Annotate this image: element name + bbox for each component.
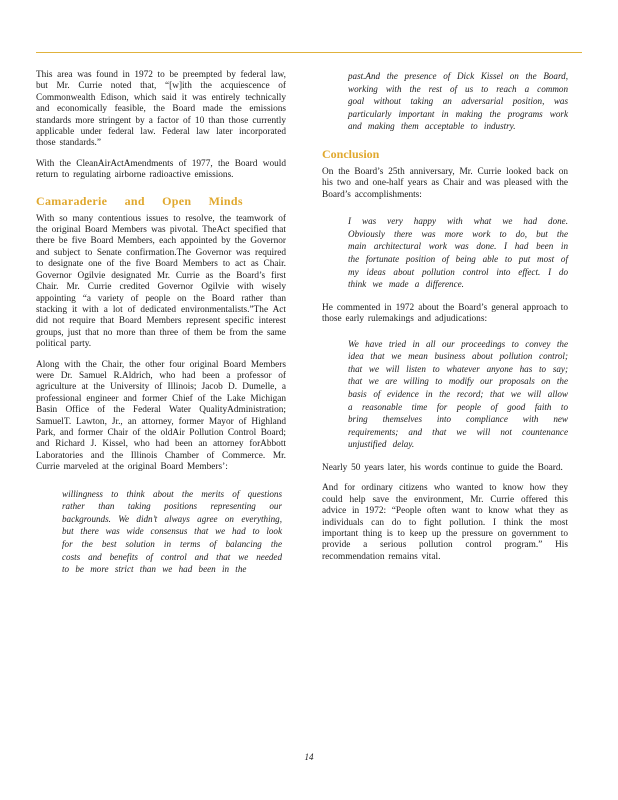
block-quote-continued: past.And the presence of Dick Kissel on the Board, working with the rest of us to reach a common goal without taking an adversarial position, was particularly important in making the programs work and making them acceptable to industry. <box>348 71 568 132</box>
body-paragraph: Nearly 50 years later, his words continue to guide the Board. <box>322 462 563 473</box>
block-quote: We have tried in all our proceedings to convey the idea that we mean business about pollution control; that we will listen to whatever anyone has to say; that we are willing to modify our proposals on the basis of evidence in the record; that we will allow a reasonable time for people of good faith to bring themselves into compliance with new requirements; and that we will not countenance unjustified delay. <box>348 338 568 450</box>
block-quote: I was very happy with what we had done. Obviously there was more work to do, but the main architectural work was done. I had been in the fortunate position of being able to put most of my ideas about pollution control into effect. I do think we made a difference. <box>348 216 568 290</box>
left-column <box>36 70 286 588</box>
body-paragraph: With the CleanAirActAmendments of 1977, the Board would return to regulating airborne radioactive emissions. <box>36 158 286 181</box>
header-rule <box>36 52 582 53</box>
right-column <box>322 70 568 572</box>
section-heading-conclusion: Conclusion <box>322 146 380 161</box>
section-heading-camaraderie: Camaraderie and Open Minds <box>36 193 243 208</box>
body-paragraph: On the Board’s 25th anniversary, Mr. Currie looked back on his two and one-half years as Chair and was pleased with the Board’s accomplishments: <box>322 166 568 200</box>
block-quote: willingness to think about the merits of questions rather than taking positions representing our backgrounds. We didn’t always agree on everything, but there was wide consensus that we had to look for the best solution in terms of balancing the costs and benefits of control and that we needed to be more strict than we had been in the <box>62 488 282 575</box>
body-paragraph: And for ordinary citizens who wanted to know how they could help save the environment, Mr. Currie offered this advice in 1972: “People often want to know what they as individuals can do to fight pollution. I think the most important thing is to keep up the pressure on government to provide a serious pollution control program.” His recommendation remains vital. <box>322 483 568 562</box>
body-paragraph: With so many contentious issues to resolve, the teamwork of the original Board Members was pivotal. TheAct specified that there be five Board Members, each appointed by the Governor and subject to Senate confirmation.The Governor was required to designate one of the five Board Members to act as Chair. Governor Ogilvie designated Mr. Currie as the Board’s first Chair. Mr. Currie credited Governor Ogilvie with wisely appointing “a variety of people on the Board rather than stacking it with a lot of dedicated environmentalists.”The Act did not require that Board Members represent specific interest groups, just that no more than three of them be from the same political party. <box>36 213 286 350</box>
body-paragraph: This area was found in 1972 to be preempted by federal law, but Mr. Currie noted that, “[w]ith the acquiescence of Commonwealth Edison, which said it was entirely technically and economically feasible, the Board made the emissions standards more stringent by a factor of 10 than those currently applicable under federal law. Federal law later incorporated those standards.” <box>36 70 286 149</box>
page-number: 14 <box>304 752 314 762</box>
body-paragraph: Along with the Chair, the other four original Board Members were Dr. Samuel R.Aldrich, who had been a professor of agriculture at the University of Illinois; Jacob D. Dumelle, a professional engineer and former Chief of the Lake Michigan Basin Office of the Federal Water QualityAdministration; SamuelT. Lawton, Jr., an attorney, former Mayor of Highland Park, and former Chair of the oldAir Pollution Control Board; and Richard J. Kissel, who had been an attorney forAbbott Laboratories and the Illinois Chamber of Commerce. Mr. Currie marveled at the original Board Members’: <box>36 359 286 473</box>
body-paragraph: He commented in 1972 about the Board’s general approach to those early rulemakings and adjudications: <box>322 302 568 325</box>
